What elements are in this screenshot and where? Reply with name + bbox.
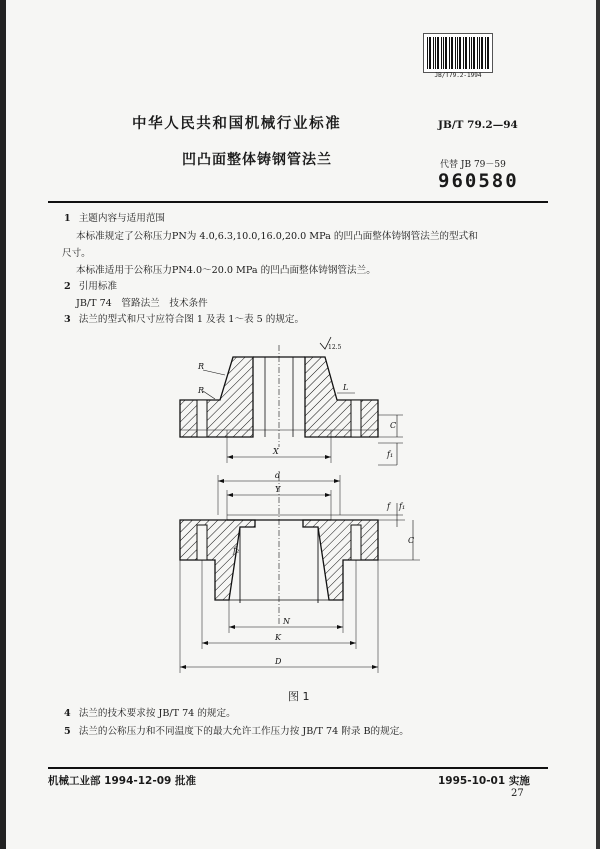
section-5-number: 5 bbox=[64, 726, 71, 737]
section-1-heading bbox=[64, 213, 165, 225]
label-f1-upper: f₁ bbox=[387, 450, 394, 459]
effective-date: 1995-10-01 实施 bbox=[438, 775, 530, 787]
label-c-lower: C bbox=[408, 536, 415, 545]
section-4-text: 法兰的技术要求按 JB/T 74 的规定。 bbox=[78, 708, 236, 719]
scan-edge-left bbox=[0, 0, 6, 849]
standard-code: JB/T 79.2—94 bbox=[438, 119, 518, 131]
standard-title: 凹凸面整体铸钢管法兰 bbox=[182, 152, 332, 168]
section-1-title: 主题内容与适用范围 bbox=[78, 213, 166, 224]
section-2-reference: JB/T 74 管路法兰 技术条件 bbox=[76, 298, 208, 309]
section-5-text: 法兰的公称压力和不同温度下的最大允许工作压力按 JB/T 74 附录 B的规定。 bbox=[78, 726, 409, 737]
section-3 bbox=[64, 314, 304, 326]
lower-flange-view bbox=[180, 475, 420, 673]
section-3-text: 法兰的型式和尺寸应符合图 1 及表 1～表 5 的规定。 bbox=[78, 314, 305, 325]
label-f2: f₂ bbox=[233, 546, 240, 555]
upper-right-section bbox=[305, 357, 378, 437]
section-5 bbox=[64, 726, 409, 738]
section-4-number: 4 bbox=[64, 708, 71, 719]
section-1-para-1-line-2: 尺寸。 bbox=[62, 248, 91, 259]
label-x: X bbox=[273, 447, 279, 456]
section-2-title: 引用标准 bbox=[78, 281, 118, 292]
figure-1-diagram bbox=[165, 335, 455, 680]
page-number: 27 bbox=[511, 788, 524, 799]
label-d: d bbox=[275, 471, 281, 480]
label-k: K bbox=[275, 633, 281, 642]
label-n: N bbox=[283, 617, 290, 626]
label-y: Y bbox=[275, 485, 281, 494]
upper-left-section bbox=[180, 357, 253, 437]
label-l: L bbox=[343, 383, 349, 392]
replaces-note: 代替 JB 79－59 bbox=[440, 160, 506, 170]
lower-left-bolt-hole bbox=[197, 525, 207, 560]
section-4 bbox=[64, 708, 236, 720]
barcode bbox=[423, 33, 493, 73]
upper-flange-view bbox=[180, 337, 403, 465]
label-r-lower: R bbox=[198, 386, 205, 395]
section-2-number: 2 bbox=[64, 281, 71, 292]
approval-note: 机械工业部 1994-12-09 批准 bbox=[48, 775, 196, 787]
section-1-number: 1 bbox=[64, 213, 71, 224]
upper-left-bolt-hole bbox=[197, 400, 207, 437]
lower-right-bolt-hole bbox=[351, 525, 361, 560]
section-3-number: 3 bbox=[64, 314, 71, 325]
document-number: 960580 bbox=[438, 170, 519, 192]
label-r-upper: R bbox=[198, 362, 205, 371]
issuing-body: 中华人民共和国机械行业标准 bbox=[132, 116, 342, 132]
lower-right-section bbox=[303, 520, 378, 600]
lower-left-section bbox=[180, 520, 255, 600]
barcode-caption: JB/T79.2-1994 bbox=[434, 72, 482, 79]
label-roughness: 12.5 bbox=[328, 344, 342, 351]
label-c-upper: C bbox=[390, 421, 397, 430]
label-d-outer: D bbox=[275, 657, 282, 666]
label-f: f bbox=[387, 502, 390, 511]
section-2-heading bbox=[64, 281, 117, 293]
section-1-para-2: 本标准适用于公称压力PN4.0～20.0 MPa 的凹凸面整体铸钢管法兰。 bbox=[76, 265, 376, 276]
header-divider bbox=[48, 201, 548, 203]
label-f1-lower: f₁ bbox=[399, 502, 406, 511]
figure-caption: 图 1 bbox=[288, 690, 310, 703]
footer-divider bbox=[48, 767, 548, 769]
scan-edge-right bbox=[596, 0, 600, 849]
upper-right-bolt-hole bbox=[351, 400, 361, 437]
section-1-para-1-line-1: 本标准规定了公称压力PN为 4.0,6.3,10.0,16.0,20.0 MPa 的凹凸面整体铸钢管法兰的型式和 bbox=[76, 231, 478, 242]
